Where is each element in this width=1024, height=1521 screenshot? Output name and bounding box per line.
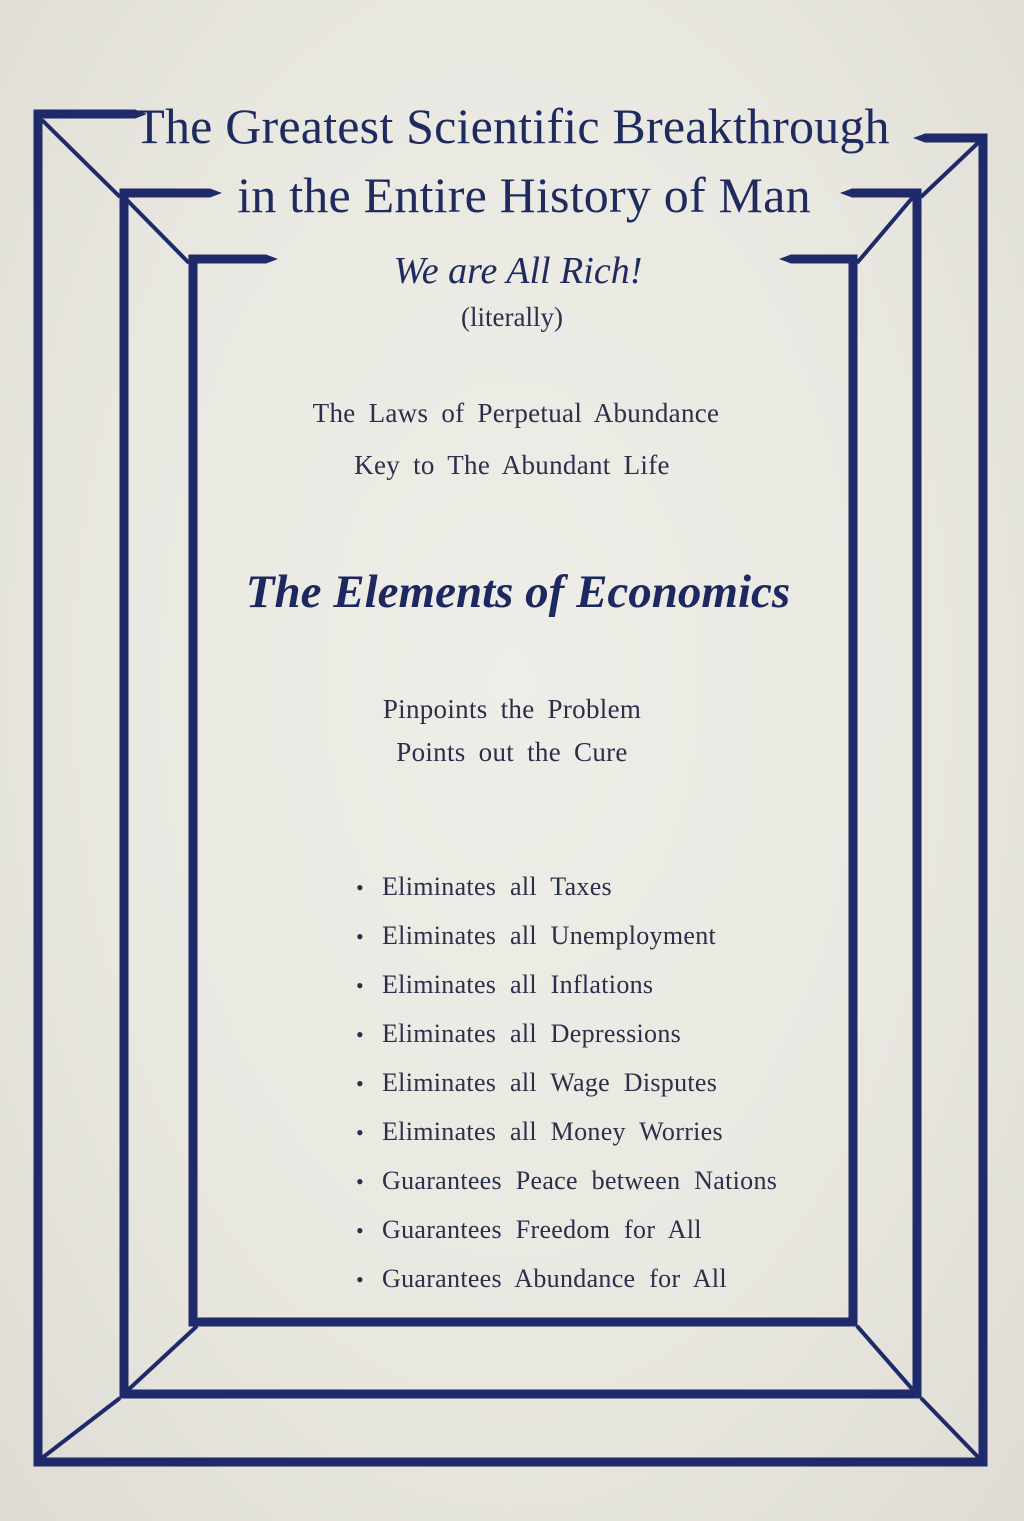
benefit-text: Guarantees Abundance for All: [382, 1264, 727, 1293]
list-item: [356, 970, 777, 1019]
book-title: The Elements of Economics: [245, 566, 791, 618]
bullet-icon: •: [356, 1022, 365, 1047]
bullet-icon: •: [356, 1169, 365, 1194]
tagline-note: (literally): [461, 302, 563, 332]
bullet-icon: •: [356, 1071, 365, 1096]
benefit-text: Eliminates all Taxes: [382, 872, 612, 901]
subtitle-line-2: Key to The Abundant Life: [354, 450, 670, 480]
benefits-list: [356, 872, 777, 1313]
benefit-text: Eliminates all Inflations: [382, 970, 654, 999]
list-item: [356, 1117, 777, 1166]
list-item: [356, 1215, 777, 1264]
bullet-icon: •: [356, 875, 365, 900]
benefit-text: Guarantees Peace between Nations: [382, 1166, 778, 1195]
benefit-text: Guarantees Freedom for All: [382, 1215, 702, 1244]
list-item: [356, 1264, 777, 1313]
bullet-icon: •: [356, 973, 365, 998]
list-item: [356, 1019, 777, 1068]
bullet-icon: •: [356, 1267, 365, 1292]
list-item: [356, 1068, 777, 1117]
benefit-text: Eliminates all Unemployment: [382, 921, 717, 950]
tagline: We are All Rich!: [393, 250, 643, 292]
headline-line-1: The Greatest Scientific Breakthrough: [134, 98, 890, 154]
benefit-text: Eliminates all Wage Disputes: [382, 1068, 718, 1097]
pitch-line-1: Pinpoints the Problem: [382, 694, 642, 724]
benefit-text: Eliminates all Money Worries: [382, 1117, 723, 1146]
list-item: [356, 921, 777, 970]
benefit-text: Eliminates all Depressions: [382, 1019, 682, 1048]
bullet-icon: •: [356, 1218, 365, 1243]
list-item: [356, 872, 777, 921]
pitch-line-2: Points out the Cure: [396, 737, 628, 767]
subtitle-line-1: The Laws of Perpetual Abundance: [312, 398, 720, 428]
bullet-icon: •: [356, 1120, 365, 1145]
bullet-icon: •: [356, 924, 365, 949]
list-item: [356, 1166, 777, 1215]
headline-line-2: in the Entire History of Man: [237, 167, 811, 223]
